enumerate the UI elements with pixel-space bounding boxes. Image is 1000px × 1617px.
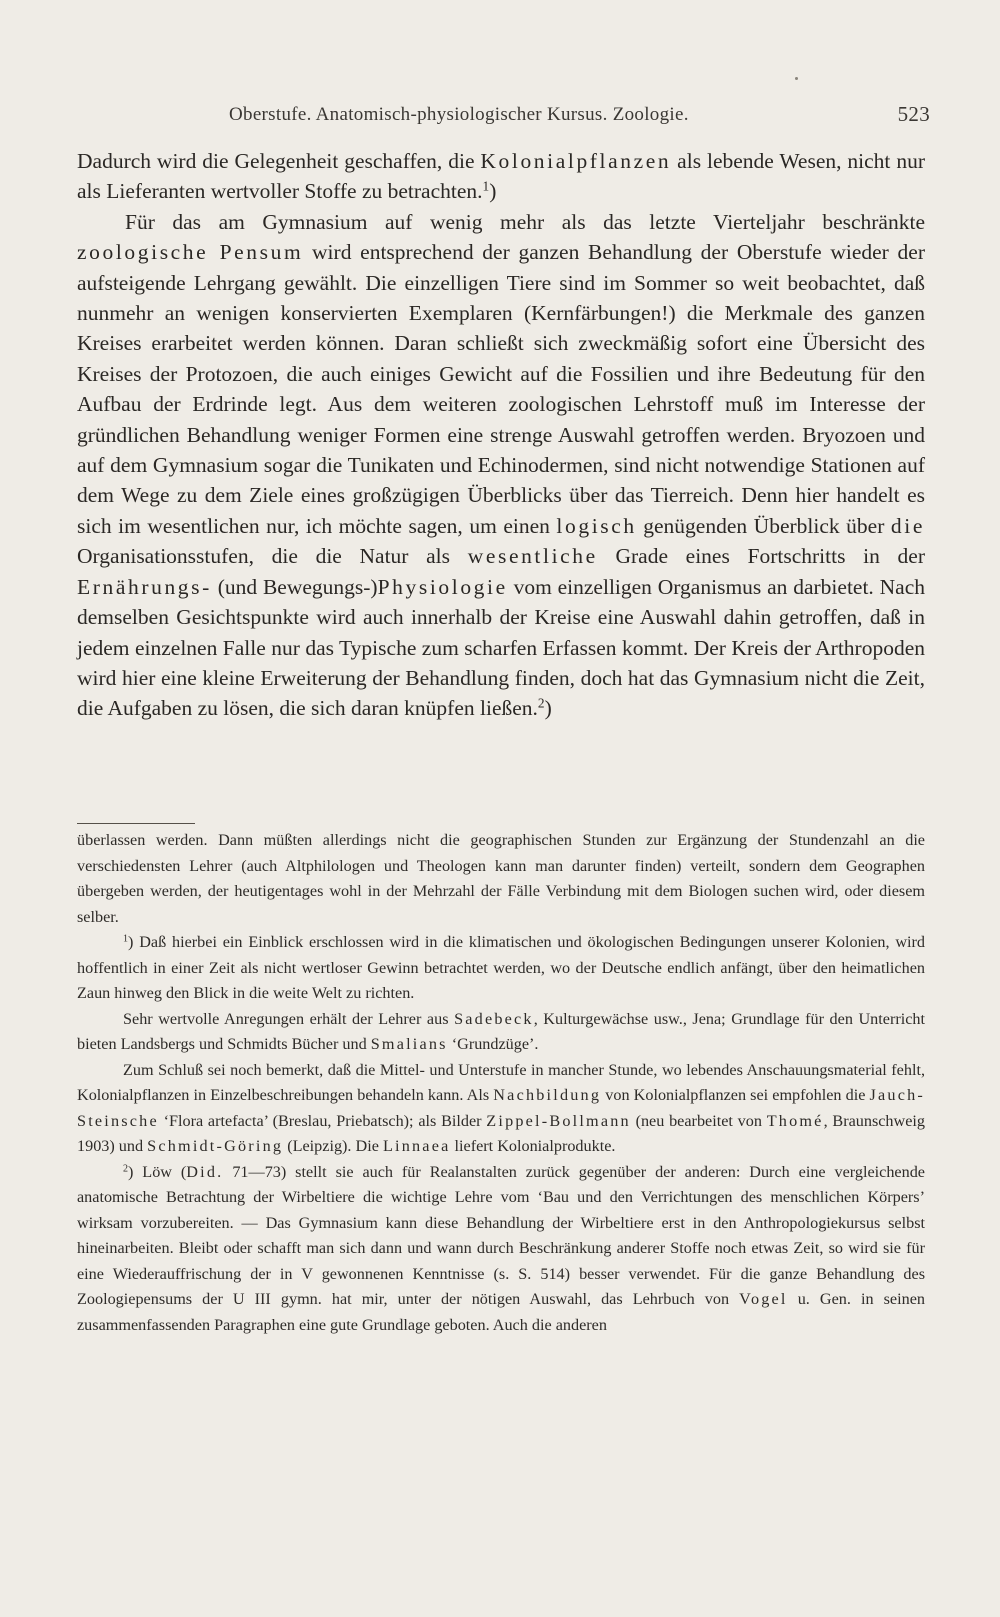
- spaced-term: Ernährungs-: [77, 574, 212, 599]
- text-run: (neu bearbeitet von: [630, 1111, 767, 1130]
- spaced-term: Smalians: [370, 1035, 448, 1053]
- text-run: Dadurch wird die Gelegenheit geschaffen, die: [77, 149, 481, 173]
- footnote-1: [77, 930, 925, 1007]
- text-run: ): [544, 696, 552, 721]
- text-run: u. Gen. in seinen zusammenfassenden Paragraphen eine gute Grundlage geboten. Auch die anderen: [77, 1290, 925, 1334]
- spaced-term: Did.: [186, 1162, 224, 1181]
- text-run: Für das am Gymnasium auf wenig mehr als das letzte Vierteljahr beschränkte: [125, 209, 925, 234]
- spaced-term: Linnaea: [382, 1137, 451, 1155]
- text-run: ‘Flora artefacta’ (Breslau, Priebatsch); als Bilder: [158, 1111, 487, 1130]
- spaced-term: Thomé: [766, 1111, 824, 1130]
- text-run: (und Bewegungs-): [211, 574, 378, 599]
- text-run: liefert Kolonialprodukte.: [450, 1137, 616, 1155]
- page-number: 523: [897, 102, 930, 126]
- spaced-term: Jauch-Steinsche: [77, 1086, 925, 1130]
- text-run: vom einzelligen Organismus an darbietet. Nach demselben Gesichtspunkte wird auch innerhalb der Kreise eine Auswahl dahin getroffen, daß in jedem einzelnen Falle nur das Typische zum scharfen Erfassen kommt. Der Kreis der Arthropoden wird hier eine kleine Erweiterung der Behandlung finden, doch hat das Gymnasium nicht die Zeit, die Aufgaben zu lösen, die sich daran knüpfen ließen.: [77, 574, 925, 721]
- text-run: , Kulturgewächse usw., Jena; Grundlage für den Unterricht bieten Landsbergs und Schmidts Bücher und: [77, 1009, 925, 1053]
- footnotes: [77, 828, 925, 1338]
- text-run: Organisationsstufen, die die Natur als: [77, 544, 468, 569]
- paragraph-1: [77, 146, 925, 207]
- spaced-term: Kolonialpflanzen: [480, 149, 672, 173]
- footnote-number: 2: [123, 1162, 129, 1174]
- text-run: ) Daß hierbei ein Einblick erschlossen wird in die klimatischen und ökologischen Bedingungen unserer Kolonien, wird hoffentlich in einer Zeit als nicht wertloser Gewinn betrachtet werden, wo der Deutsche endlich anfängt, über den heimatlichen Zaun hinweg den Blick in die weite Welt zu richten.: [77, 933, 925, 1002]
- footnote-ref: 1: [482, 179, 490, 195]
- footnote-rule: [77, 823, 195, 824]
- spaced-term: Zippel-Bollmann: [486, 1111, 631, 1130]
- spaced-term: wesentliche: [467, 544, 598, 569]
- footnote-continuation: überlassen werden. Dann müßten allerdings nicht die geographischen Stunden zur Ergänzung der Stundenzahl an die verschiedensten Lehrer (auch Altphilologen und Theologen kann man darunter finden) verteilt, sondern dem Geographen übergeben werden, der heutigentages wohl in der Mehrzahl der Fälle Verbindung mit dem Biologen suchen wird, oder diesem selber.: [77, 831, 925, 926]
- text-run: , Braunschweig 1903) und: [77, 1111, 925, 1155]
- spaced-term: Physiologie: [377, 574, 508, 599]
- spaced-term: zoologische Pensum: [77, 240, 304, 265]
- spaced-term: Nachbildung: [493, 1086, 602, 1104]
- footnote-1-paragraph-2: [77, 1007, 925, 1058]
- text-run: ): [489, 179, 497, 204]
- text-run: (Leipzig). Die: [283, 1137, 383, 1155]
- text-run: Sehr wertvolle Anregungen erhält der Lehrer aus: [123, 1009, 455, 1028]
- text-run: ) Löw (: [128, 1162, 187, 1181]
- text-run: wird entsprechend der ganzen Behandlung der Oberstufe wieder der aufsteigende Lehrgang gewählt. Die einzelligen Tiere sind im Sommer so weit beobachtet, daß nunmehr an wenigen konservierten Exemplaren (Kernfärbungen!) die Merkmale des ganzen Kreises erarbeitet werden können. Daran schließt sich zweckmäßig sofort eine Übersicht des Kreises der Protozoen, die auch einiges Gewicht auf die Fossilien und ihre Bedeutung für den Aufbau der Erdrinde legt. Aus dem weiteren zoologischen Lehrstoff muß im Interesse der gründlichen Behandlung weniger Formen eine strenge Auswahl getroffen werden. Bryozoen und auf dem Gymnasium sogar die Tunikaten und Echinodermen, sind nicht notwendige Stationen auf dem Wege zu dem Ziele eines großzügigen Überblicks über das Tierreich. Denn hier handelt es sich im wesentlichen nur, ich möchte sagen, um einen: [77, 240, 925, 538]
- paragraph-2: [77, 207, 925, 724]
- text-run: ‘Grundzüge’.: [447, 1035, 539, 1053]
- text-run: genügenden Überblick über: [636, 513, 891, 538]
- text-run: 71—73) stellt sie auch für Realanstalten zurück gegenüber der anderen: Durch eine vergleichende anatomische Betrachtung der Wirbeltiere die wichtige Lehre vom ‘Bau und den Verrichtungen des menschlichen Körpers’ wirksam vorzubereiten. — Das Gymnasium kann diese Behandlung der Wirbeltiere erst in den Anthropologiekursus selbst hineinarbeiten. Bleibt oder schafft man sich dann und wann durch Beschränkung anderer Stoffe noch etwas Zeit, so wird sie für eine Wiederauffrischung der in V gewonnenen Kenntnisse (s. S. 514) besser verwendet. Für die ganze Behandlung des Zoologiepensums der U III gymn. hat mir, unter der nötigen Auswahl, das Lehrbuch von: [77, 1162, 925, 1308]
- print-speck: [795, 77, 798, 80]
- text-run: als lebende Wesen, nicht nur als Lieferanten wertvoller Stoffe zu betrachten.: [77, 149, 925, 204]
- spaced-term: Vogel: [739, 1290, 788, 1308]
- text-run: Grade eines Fortschritts in der: [597, 544, 925, 569]
- text-run: von Kolonialpflanzen sei empfohlen die: [601, 1086, 870, 1104]
- page-header: [77, 98, 930, 132]
- footnote-number: 1: [123, 933, 129, 945]
- text-run: Zum Schluß sei noch bemerkt, daß die Mittel- und Unterstufe in mancher Stunde, wo lebendes Anschauungsmaterial fehlt, Kolonialpflanzen in Einzelbeschreibungen behandeln kann. Als: [77, 1060, 925, 1104]
- spaced-term: Schmidt-Göring: [147, 1137, 284, 1155]
- spaced-term: Sadebeck: [454, 1009, 534, 1028]
- spaced-term: logisch: [556, 513, 637, 538]
- footnote-2: [77, 1160, 925, 1339]
- footnote-ref: 2: [537, 695, 545, 711]
- main-text: [77, 146, 925, 724]
- spaced-term: die: [890, 513, 925, 538]
- running-head: Oberstufe. Anatomisch-physiologischer Kursus. Zoologie.: [229, 104, 689, 125]
- footnote-1-paragraph-3: [77, 1058, 925, 1160]
